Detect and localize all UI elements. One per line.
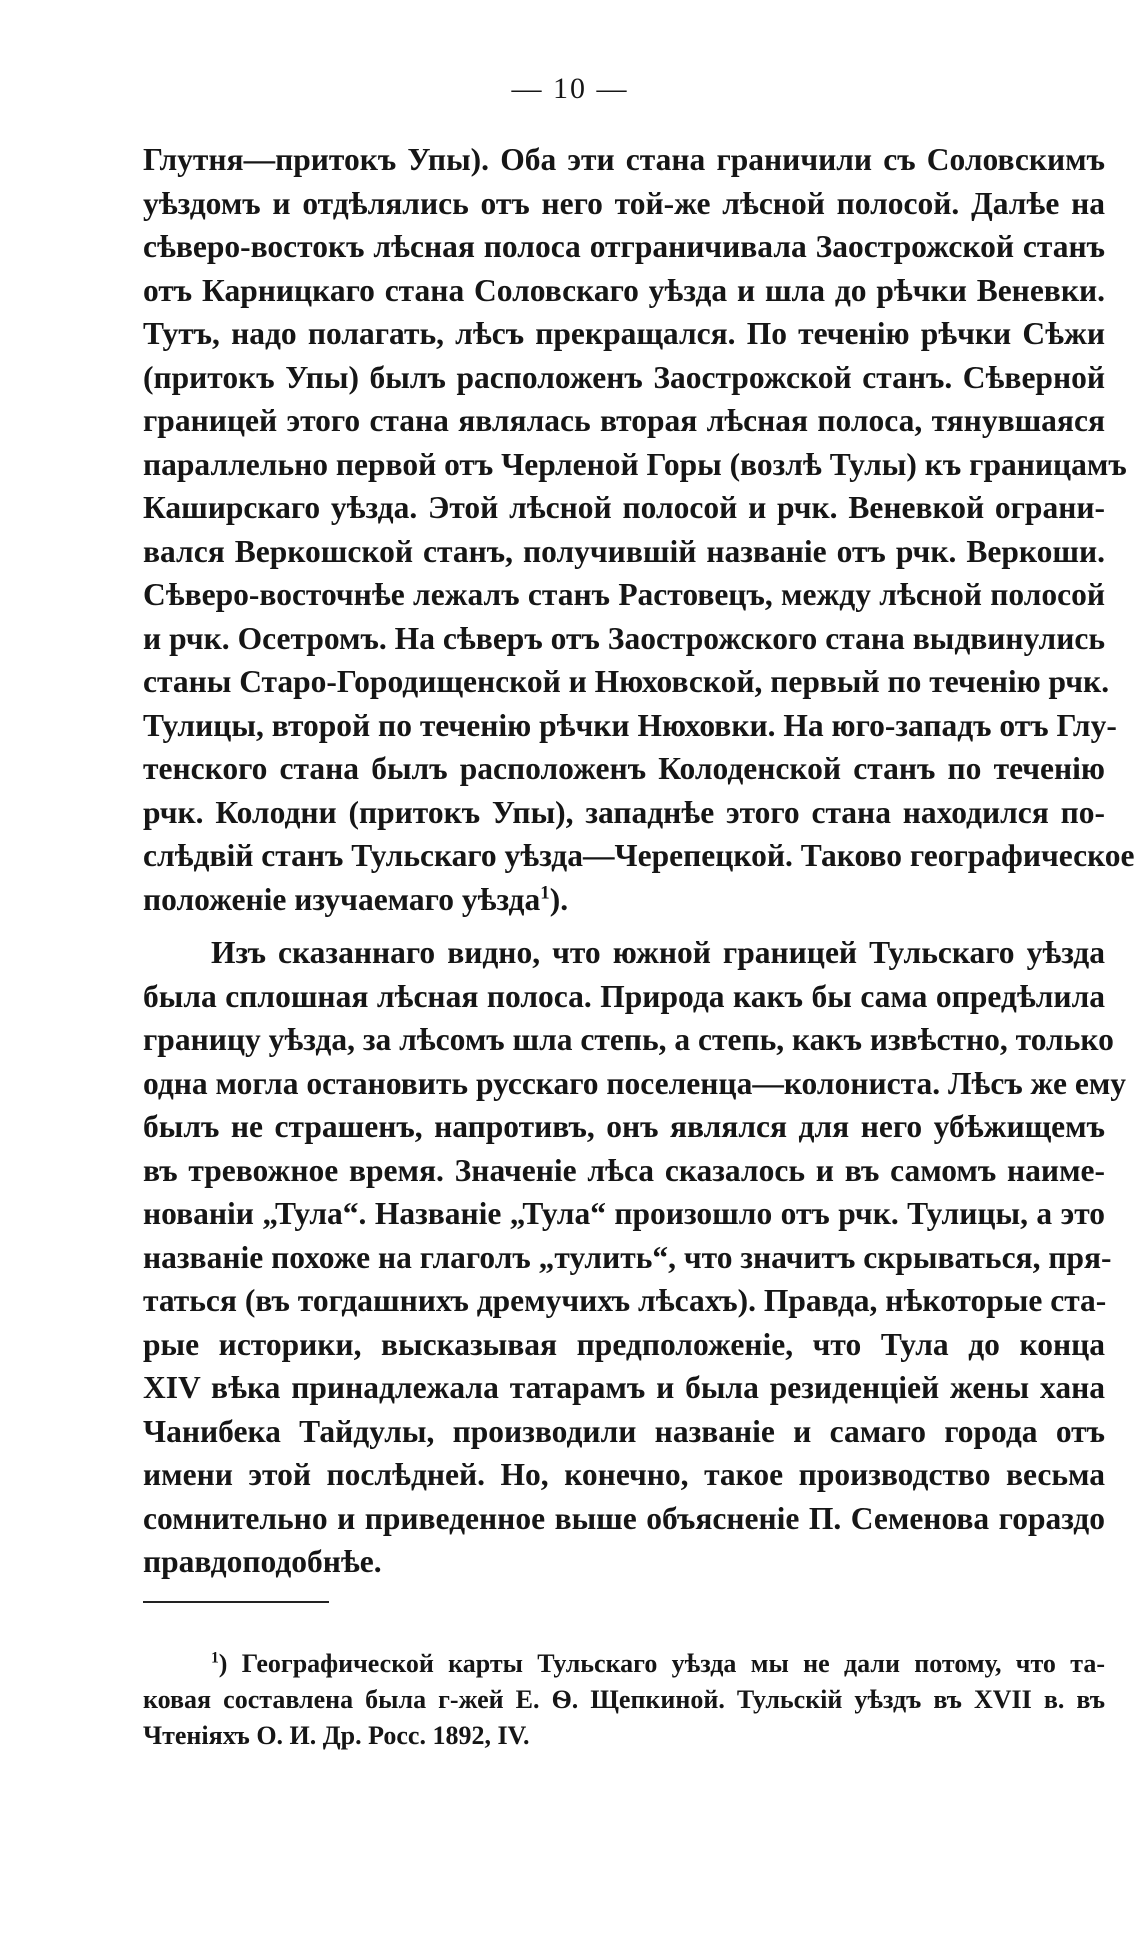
footnote [143,1646,1105,1754]
text-line: и рчк. Осетромъ. На сѣверъ отъ Заострожского стана выдвинулись [143,620,1105,656]
footnote-marker: 1 [211,1649,219,1667]
text-line: Изъ сказаннаго видно, что южной границей Тульскаго уѣзда [211,935,1105,970]
text-line: отъ Карницкаго стана Соловскаго уѣзда и шла до рѣчки Веневки. [143,272,1105,308]
text-line: Чанибека Тайдулы, производили названіе и самаго города отъ [143,1413,1105,1449]
text-line: былъ не страшенъ, напротивъ, онъ являлся для него убѣжищемъ [143,1109,1105,1144]
text-line: сѣверо-востокъ лѣсная полоса отграничивала Заострожской станъ [143,229,1105,264]
text-fragment: ). [549,881,569,917]
text-fragment: ) Географической карты Тульскаго уѣзда мы не дали потому, что та- [218,1649,1105,1678]
text-line: Сѣверо-восточнѣе лежалъ станъ Растовецъ, между лѣсной полосой [143,577,1105,612]
text-line: XIV вѣка принадлежала татарамъ и была резиденціей жены хана [143,1370,1105,1405]
paragraph-1 [143,138,1135,921]
text-line: границу уѣзда, за лѣсомъ шла степь, а степь, какъ извѣстно, только [143,1022,1114,1057]
text-line: названіе похоже на глаголъ „тулить“, что значитъ скрываться, пря- [143,1239,1112,1275]
text-line: (притокъ Упы) былъ расположенъ Заострожской станъ. Сѣверной [143,359,1105,395]
text-line: параллельно первой отъ Черленой Горы (возлѣ Тулы) къ границамъ [143,446,1127,482]
text-line: была сплошная лѣсная полоса. Природа какъ бы сама опредѣлила [143,978,1105,1014]
text-line: станы Старо-Городищенской и Нюховской, первый по теченію рчк. [143,664,1110,699]
text-line: Тулицы, второй по теченію рѣчки Нюховки. На юго-западъ отъ Глу- [143,707,1117,743]
text-line: рчк. Колодни (притокъ Упы), западнѣе этого стана находился по- [143,794,1105,830]
text-line: нованіи „Тула“. Названіе „Тула“ произошло отъ рчк. Тулицы, а это [143,1196,1105,1231]
text-line: тенского стана былъ расположенъ Колоденской станъ по теченію [143,751,1105,786]
text-line-last: правдоподобнѣе. [143,1544,382,1579]
text-line: Каширскаго уѣзда. Этой лѣсной полосой и рчк. Веневкой ограни- [143,490,1105,525]
text-line: имени этой послѣдней. Но, конечно, такое производство весьма [143,1457,1105,1492]
text-line: слѣдвій станъ Тульскаго уѣзда—Черепецкой. Таково географическое [143,838,1135,873]
text-line: сомнительно и приведенное выше объясненіе П. Семенова гораздо [143,1500,1105,1536]
main-text [143,138,1135,1584]
text-line: уѣздомъ и отдѣлялись отъ него той-же лѣсной полосой. Далѣе на [143,185,1105,221]
footnote-divider [143,1601,329,1603]
text-line: Тутъ, надо полагать, лѣсъ прекращался. По теченію рѣчки Сѣжи [143,316,1105,351]
text-line: границей этого стана являлась вторая лѣсная полоса, тянувшаяся [143,403,1105,438]
footnote-line-last: Чтеніяхъ О. И. Др. Росс. 1892, IV. [143,1721,530,1750]
footnote-line: ковая составлена была г-жей Е. Ѳ. Щепкиной. Тульскій уѣздъ въ XVII в. въ [143,1685,1105,1714]
page-number: — 10 — [511,72,629,105]
text-line: въ тревожное время. Значеніе лѣса сказалось и въ самомъ наиме- [143,1152,1105,1188]
text-line: рые историки, высказывая предположеніе, что Тула до конца [143,1326,1105,1362]
text-line: одна могла остановить русскаго поселенца—колониста. Лѣсъ же ему [143,1065,1127,1101]
text-line: таться (въ тогдашнихъ дремучихъ лѣсахъ). Правда, нѣкоторые ста- [143,1283,1107,1318]
text-fragment: положеніе изучаемаго уѣзда [143,881,541,917]
paragraph-2 [143,931,1127,1584]
footnote-reference[interactable]: 1 [540,882,550,903]
text-line: Глутня—притокъ Упы). Оба эти стана граничили съ Соловскимъ [143,142,1105,177]
text-line: вался Веркошской станъ, получившій названіе отъ рчк. Веркоши. [143,533,1105,569]
footnote-line [143,1646,1105,1682]
text-line-last [143,878,1105,922]
